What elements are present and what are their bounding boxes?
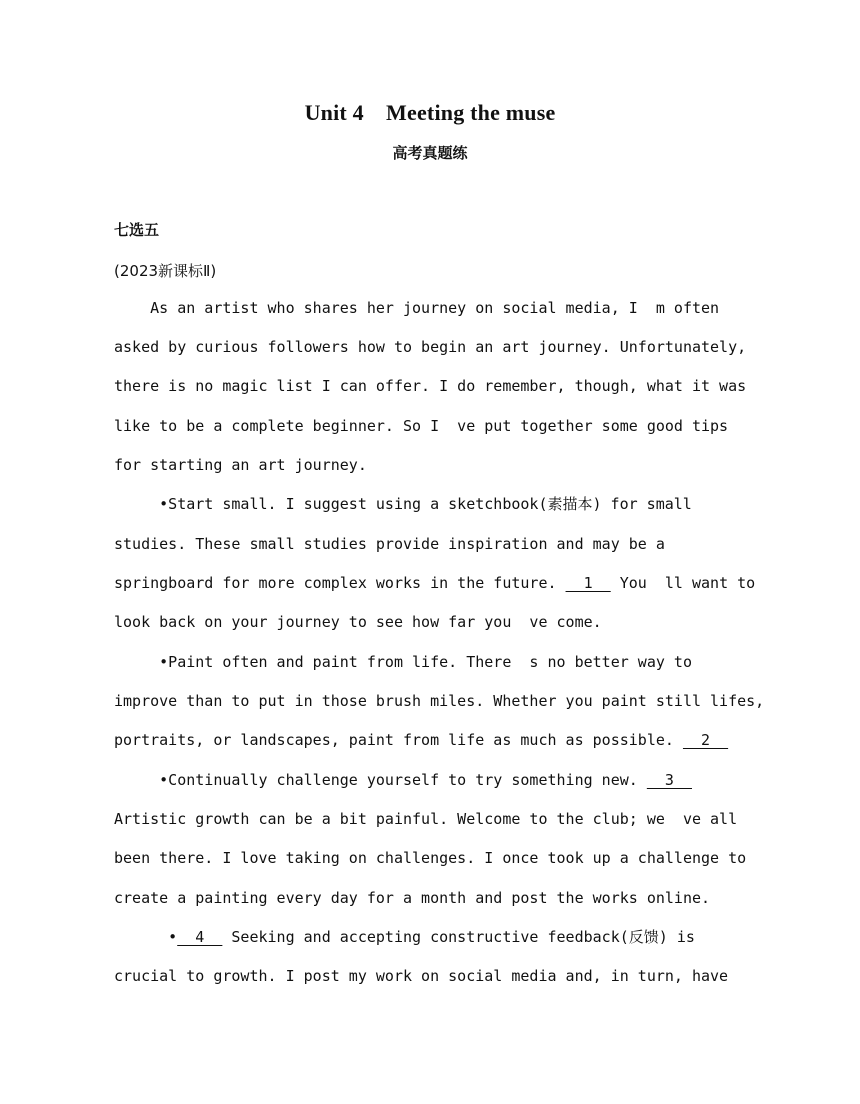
blank-3[interactable]: 3 [646,771,692,789]
passage-line [114,730,728,750]
passage-line: improve than to put in those brush miles. Whether you paint still lifes, [114,692,765,710]
passage-line: there is no magic list I can offer. I do remember, though, what it was [114,377,747,395]
passage-line: Artistic growth can be a bit painful. Welcome to the club; we ve all [114,810,738,828]
blank-1[interactable]: 1 [565,574,611,592]
passage-line: asked by curious followers how to begin an art journey. Unfortunately, [114,338,747,356]
passage-text: You ll want to [610,574,756,592]
passage-line [114,770,692,790]
blank-2[interactable]: 2 [682,731,729,749]
page-title: Unit 4 Meeting the muse [304,100,556,125]
passage-text: •Continually challenge yourself to try something new. [114,771,638,789]
passage-line: As an artist who shares her journey on social media, I m often [114,299,720,317]
passage-text: Seeking and accepting constructive feedback(反馈) is [222,928,695,946]
passage-line: crucial to growth. I post my work on social media and, in turn, have [114,967,729,985]
passage-line: •Paint often and paint from life. There s no better way to [114,653,692,671]
passage-line [114,573,755,593]
passage-line: like to be a complete beginner. So I ve put together some good tips [114,417,729,435]
passage-line [114,927,695,947]
passage-line: create a painting every day for a month and post the works online. [114,889,711,907]
section-heading: 七选五 [114,221,160,239]
page-subtitle: 高考真题练 [392,144,468,162]
passage-text: portraits, or landscapes, paint from life as much as possible. [114,731,674,749]
passage-line: been there. I love taking on challenges. I once took up a challenge to [114,849,747,867]
blank-4[interactable]: 4 [177,928,223,946]
passage-line: look back on your journey to see how far you ve come. [114,613,602,631]
passage-text: • [114,928,178,946]
passage-text: springboard for more complex works in the future. [114,574,557,592]
passage-line: for starting an art journey. [114,456,367,474]
passage-line: studies. These small studies provide inspiration and may be a [114,535,665,553]
question-source: (2023新课标Ⅱ) [114,262,217,280]
passage-line: •Start small. I suggest using a sketchbook(素描本) for small [114,495,692,513]
